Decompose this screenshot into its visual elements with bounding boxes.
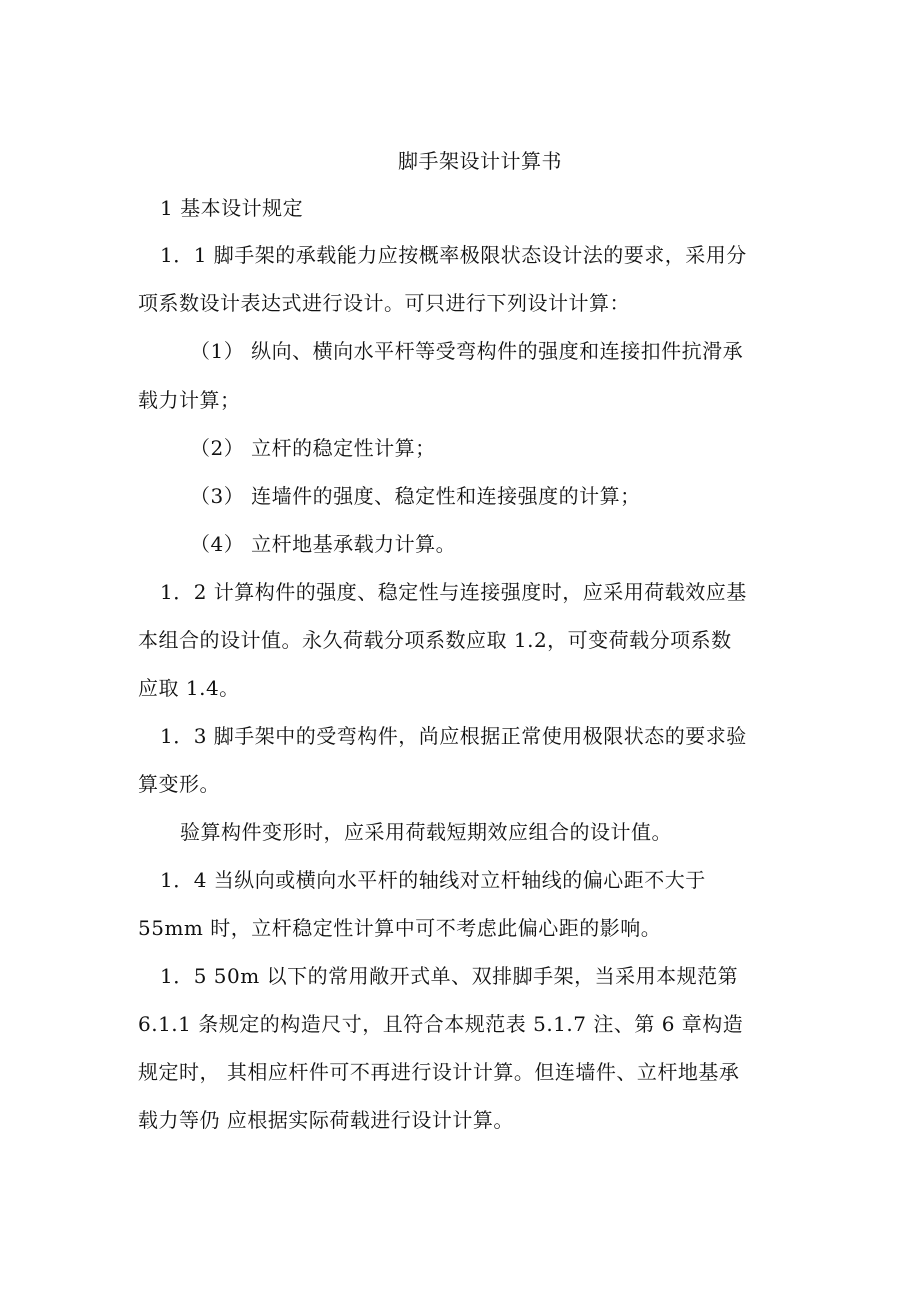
- paragraph-1-1-line-2: 项系数设计表达式进行设计。可只进行下列设计计算：: [138, 291, 630, 315]
- paragraph-1-3-line-2: 算变形。: [138, 772, 220, 796]
- paragraph-1-1-line-1: 1．1 脚手架的承载能力应按概率极限状态设计法的要求，采用分: [160, 243, 747, 267]
- paragraph-1-4-line-1: 1．4 当纵向或横向水平杆的轴线对立杆轴线的偏心距不大于: [160, 868, 706, 892]
- list-item-1-line-1: （1） 纵向、横向水平杆等受弯构件的强度和连接扣件抗滑承: [190, 339, 744, 363]
- document-title: 脚手架设计计算书: [398, 149, 562, 173]
- section-heading: 1 基本设计规定: [160, 196, 304, 220]
- list-item-4: （4） 立杆地基承载力计算。: [190, 532, 457, 556]
- paragraph-1-3-line-1: 1．3 脚手架中的受弯构件，尚应根据正常使用极限状态的要求验: [160, 724, 747, 748]
- paragraph-1-2-line-2: 本组合的设计值。永久荷载分项系数应取 1.2，可变荷载分项系数: [138, 628, 732, 652]
- paragraph-1-5-line-1: 1．5 50m 以下的常用敞开式单、双排脚手架，当采用本规范第: [160, 964, 739, 988]
- paragraph-1-2-line-3: 应取 1.4。: [138, 676, 240, 700]
- paragraph-1-3-line-3: 验算构件变形时，应采用荷载短期效应组合的设计值。: [180, 820, 672, 844]
- list-item-1-line-2: 载力计算；: [138, 388, 241, 412]
- list-item-3: （3） 连墙件的强度、稳定性和连接强度的计算；: [190, 484, 641, 508]
- paragraph-1-5-line-4: 载力等仍 应根据实际荷载进行设计计算。: [138, 1108, 514, 1132]
- paragraph-1-5-line-3: 规定时， 其相应杆件可不再进行设计计算。但连墙件、立杆地基承: [138, 1060, 740, 1084]
- paragraph-1-4-line-2: 55mm 时，立杆稳定性计算中可不考虑此偏心距的影响。: [138, 916, 662, 940]
- list-item-2: （2） 立杆的稳定性计算；: [190, 436, 436, 460]
- paragraph-1-2-line-1: 1．2 计算构件的强度、稳定性与连接强度时，应采用荷载效应基: [160, 580, 747, 604]
- paragraph-1-5-line-2: 6.1.1 条规定的构造尺寸，且符合本规范表 5.1.7 注、第 6 章构造: [138, 1012, 744, 1036]
